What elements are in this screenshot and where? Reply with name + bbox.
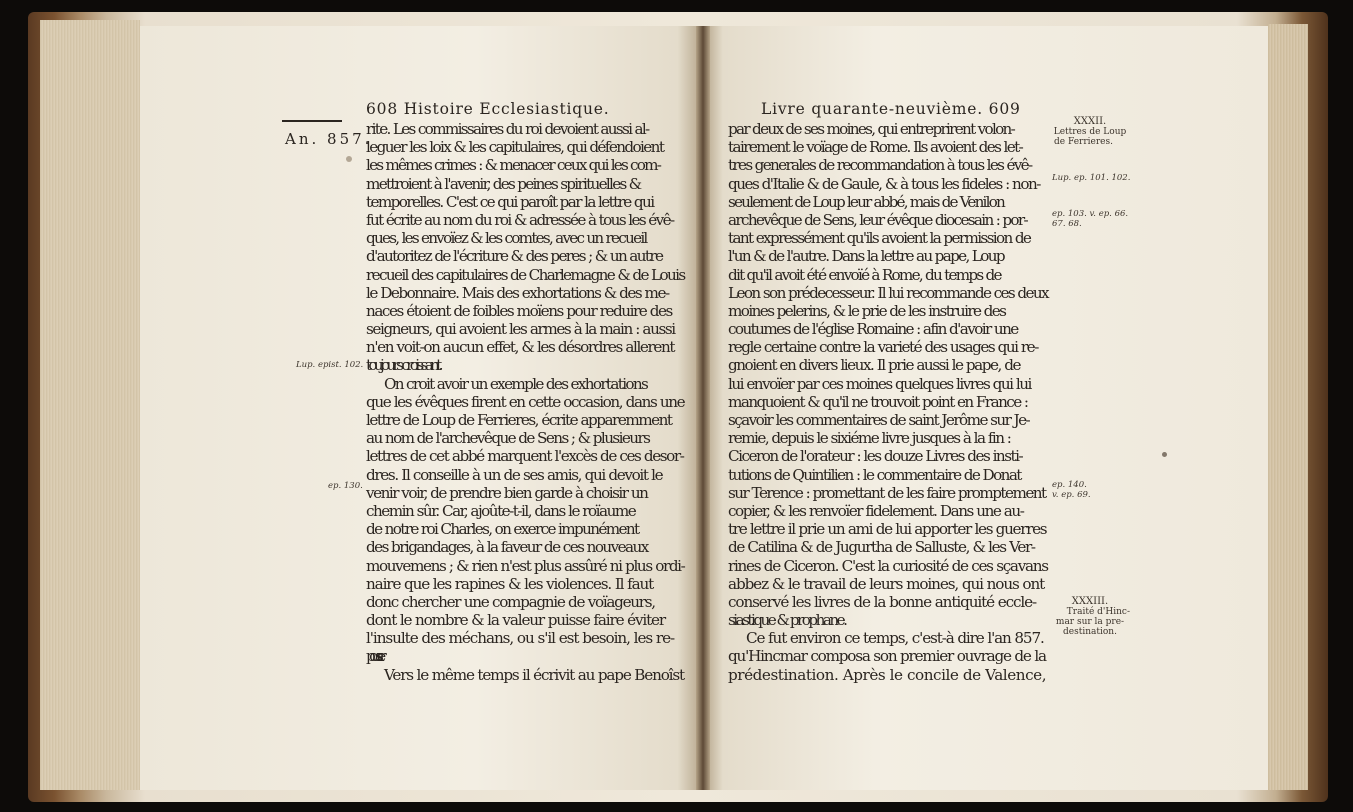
text-line: sur Terence : promettant de les faire promptement [728, 483, 1046, 502]
text-line: Vers le même temps il écrivit au pape Benoîst [384, 665, 684, 684]
text-line: regle certaine contre la varieté des usages qui re- [728, 338, 1038, 357]
text-line: copier, & les renvoïer fidelement. Dans une au- [728, 501, 1024, 520]
text-line: naces étoient de foibles moïens pour reduire des [366, 301, 672, 320]
ink-spot [1162, 452, 1167, 457]
text-line: donc chercher une compagnie de voïageurs, [366, 592, 655, 611]
page-edges-right [1268, 24, 1308, 790]
text-line: lui envoïer par ces moines quelques livres qui lui [728, 374, 1031, 393]
margin-note: ep. 130. [328, 481, 363, 491]
text-line: sçavoir les commentaires de saint Jerôme sur Je- [728, 411, 1030, 429]
text-line: leguer les loix & les capitulaires, qui défendoient [366, 138, 664, 157]
section-title: de Ferrieres. [1054, 137, 1113, 147]
header-rule [282, 120, 342, 122]
text-line: de notre roi Charles, on exerce impunément [366, 520, 639, 539]
text-line: Leon son prédecesseur. Il lui recommande ces deux [728, 283, 1049, 302]
margin-note: Lup. ep. 101. 102. [1052, 173, 1131, 183]
text-line: l'un & de l'autre. Dans la lettre au pape, Loup [728, 247, 1004, 266]
text-line: que les évêques firent en cette occasion, dans une [366, 392, 685, 411]
right-page-header: Livre quarante-neuvième. 609 [761, 100, 1021, 118]
text-line: au nom de l'archevêque de Sens ; & plusieurs [366, 429, 650, 448]
text-line: tant expressément qu'ils avoient la permission de [728, 229, 1031, 248]
text-line: coutumes de l'église Romaine : afin d'avoir une [728, 320, 1018, 339]
note-line: 67. 68. [1052, 219, 1082, 229]
left-page-body [366, 120, 684, 684]
text-line: conservé les livres de la bonne antiquité eccle- [728, 592, 1037, 611]
margin-note [1052, 209, 1128, 229]
text-line: par deux de ses moines, qui entreprirent volon- [728, 120, 1015, 138]
text-line: siastique & prophane. [728, 611, 846, 630]
text-line: des brigandages, à la faveur de ces nouveaux [366, 538, 648, 557]
text-line: Ce fut environ ce temps, c'est-à dire l'an 857. [746, 629, 1044, 648]
text-line: le Debonnaire. Mais des exhortations & des me- [366, 283, 669, 302]
margin-note [1052, 480, 1091, 500]
text-line: fut écrite au nom du roi & adressée à tous les évê- [366, 210, 674, 229]
text-line: seigneurs, qui avoient les armes à la main : aussi [366, 320, 675, 339]
section-heading [1050, 597, 1130, 637]
book-gutter [696, 26, 710, 790]
text-line: temporelles. C'est ce qui paroît par la lettre qui [366, 192, 654, 211]
note-line: v. ep. 69. [1052, 490, 1091, 500]
text-line: ques d'Italie & de Gaule, & à tous les fideles : non- [728, 174, 1040, 193]
text-line: rite. Les commissaires du roi devoient aussi al- [366, 120, 649, 138]
note-line: ep. 140. [1052, 480, 1087, 490]
text-line: dit qu'il avoit été envoïé à Rome, du temps de [728, 265, 1001, 284]
text-line: d'autoritez de l'écriture & des peres ; & un autre [366, 247, 663, 266]
text-line: seulement de Loup leur abbé, mais de Venilon [728, 192, 1004, 211]
text-line: ques, les envoïez & les comtes, avec un recueil [366, 229, 647, 248]
text-line: de Catilina & de Jugurtha de Salluste, & les Ver- [728, 538, 1035, 557]
note-line: ep. 103. v. ep. 66. [1052, 209, 1129, 219]
text-line: venir voir, de prendre bien garde à choisir un [366, 483, 648, 502]
text-line: n'en voit-on aucun effet, & les désordres allerent [366, 338, 675, 357]
section-heading [1050, 117, 1130, 147]
text-line: mouvemens ; & rien n'est plus assûré ni plus ordi- [366, 556, 685, 575]
text-line: abbez & le travail de leurs moines, qui nous ont [728, 574, 1045, 593]
text-line: naire que les rapines & les violences. Il faut [366, 574, 654, 593]
ink-spot [346, 156, 352, 162]
text-line: prédestination. Après le concile de Valence, [728, 665, 1047, 684]
text-line: dres. Il conseille à un de ses amis, qui devoit le [366, 465, 663, 484]
text-line: lettres de cet abbé marquent l'excès de ces desor- [366, 447, 684, 466]
text-line: On croit avoir un exemple des exhortations [384, 374, 648, 393]
text-line: archevêque de Sens, leur évêque diocesain : por- [728, 210, 1027, 229]
text-line: l'insulte des méchans, ou s'il est besoin, les re- [366, 629, 675, 648]
section-title: Lettres de Loup [1053, 127, 1127, 137]
text-line: Ciceron de l'orateur : les douze Livres des insti- [728, 447, 1023, 466]
text-line: lettre de Loup de Ferrieres, écrite apparemment [366, 411, 672, 429]
right-page-body [728, 120, 1048, 684]
left-page-header: 608 Histoire Ecclesiastique. [366, 100, 610, 118]
text-line: gnoient en divers lieux. Il prie aussi le pape, de [728, 356, 1020, 375]
text-line: manquoient & qu'il ne trouvoit point en France : [728, 392, 1028, 411]
text-line: tres generales de recommandation à tous les évê- [728, 156, 1032, 175]
text-line: tairement le voïage de Rome. Ils avoient des let- [728, 138, 1023, 157]
text-line: pousser. [366, 647, 377, 666]
margin-note: Lup. epist. 102. [296, 360, 364, 370]
page-edges-left [40, 20, 140, 790]
text-line: remie, depuis le sixiéme livre jusques à la fin : [728, 429, 1011, 448]
section-number: XXXII. [1073, 116, 1107, 127]
text-line: dont le nombre & la valeur puisse faire éviter [366, 611, 665, 630]
text-line: mettroient à l'avenir, des peines spirituelles & [366, 174, 641, 193]
text-line: recueil des capitulaires de Charlemagne & de Louis [366, 265, 685, 284]
section-title: Traité d'Hinc- [1066, 607, 1130, 617]
section-title: mar sur la pre- [1055, 617, 1125, 627]
text-line: moines pelerins, & le prie de les instruire des [728, 301, 1006, 320]
section-title: destination. [1063, 627, 1117, 637]
text-line: chemin sûr. Car, ajoûte-t-il, dans le roïaume [366, 501, 636, 520]
text-line: rines de Ciceron. C'est la curiosité de ces sçavans [728, 556, 1048, 575]
year-marker: An. 857. [285, 130, 373, 148]
section-number: XXXIII. [1071, 596, 1109, 607]
text-line: les mêmes crimes : & menacer ceux qui les com- [366, 156, 661, 175]
text-line: toujours croissant. [366, 356, 440, 375]
text-line: tutions de Quintilien : le commentaire de Donat [728, 465, 1021, 484]
text-line: tre lettre il prie un ami de lui apporter les guerres [728, 520, 1047, 539]
text-line: qu'Hincmar composa son premier ouvrage de la [728, 647, 1046, 666]
